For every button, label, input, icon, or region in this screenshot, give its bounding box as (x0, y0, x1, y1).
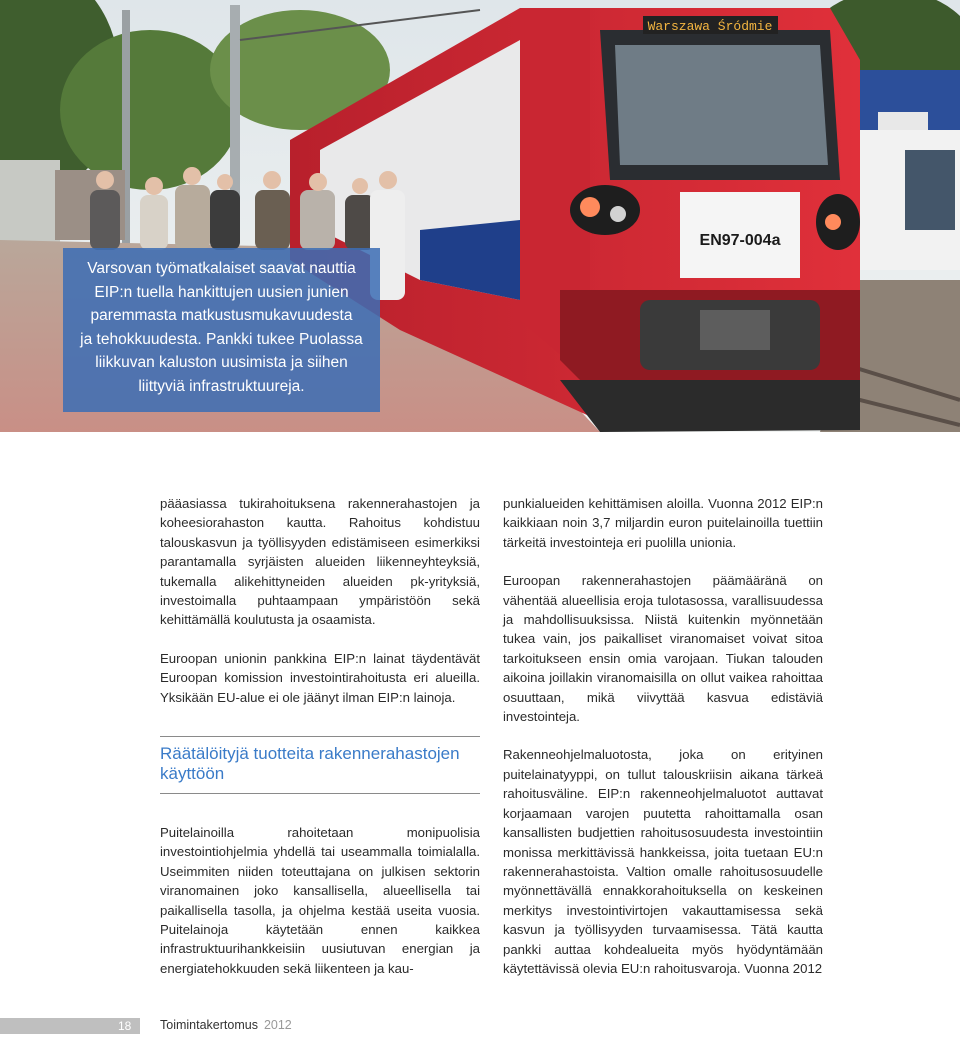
left-column (160, 494, 480, 726)
body-paragraph: punkialueiden kehittämisen aloilla. Vuonna 2012 EIP:n kaikkiaan noin 3,7 miljardin euron puitelainoilla tuettiin tärkeitä investointeja eri puolilla unionia. (503, 496, 823, 550)
photo-caption (63, 248, 380, 412)
caption-line: EIP:n tuella hankittujen uusien junien (94, 283, 349, 301)
right-column (503, 494, 823, 997)
section-heading-box (160, 736, 480, 794)
section-heading: Räätälöityjä tuotteita rakennerahastojen käyttöön (160, 744, 460, 783)
body-paragraph: Rakenneohjelmaluotosta, joka on erityinen puitelainatyyppi, on tullut talouskriisin aikana tärkeä rahoitusväline. EIP:n rakenneohjelmaluotot auttavat korjaamaan varojen puutetta rahoittamalla osan kansallisten budjettien rahoitusosuudesta investointiin monissa merkittävissä hankkeissa, joita tuetaan EU:n rakennerahastoista. Valtion omalle rahoitusosuudelle myönnettävällä ennakkorahoituksella on keskeinen merkitys investointivirtojen vakauttamisessa sekä kasvun ja työllisyyden turvaamisessa. Tätä kautta pankki auttaa kohdealueita myös hyödyntämään käytettävissä olevia EU:n rahoitusvaroja. Vuonna 2012 (503, 747, 823, 976)
caption-line: liikkuvan kaluston uusimista ja siihen (95, 354, 348, 371)
left-column-section (160, 823, 480, 997)
train-number-plate: EN97-004a (699, 232, 781, 249)
body-paragraph: Euroopan rakennerahastojen päämääränä on vähentää alueellisia eroja tulotasossa, varallisuudessa ja mahdollisuuksissa. Niistä kuitenkin myönnetään tukea vain, jos paikalliset viranomaiset voivat sitoa tarkoitukseen ensin omia varojaan. Tiukan talouden aikoina joillakin viranomaisilla on ollut vaikea rahoittaa osuuttaan, mikä viivyttää kasvua edistäviä investointeja. (503, 573, 823, 725)
footer-title (160, 1017, 292, 1034)
body-paragraph: pääasiassa tukirahoituksena rakennerahastojen ja koheesiorahaston kautta. Rahoitus kohdistuu talouskasvun ja työllisyyden edistämiseen esimerkiksi parantamalla syrjäisten alueiden liikenneyhteyksiä, tukemalla alikehittyneiden alueiden pk-yrityksiä, investoimalla puhtaampaan ympäristöön sekä kehittämällä koulutusta ja osaamista. (160, 496, 480, 628)
body-paragraph: Euroopan unionin pankkina EIP:n lainat täydentävät Euroopan komission investointirahoitusta eri alueilla. Yksikään EU-alue ei ole jäänyt ilman EIP:n lainoja. (160, 650, 480, 705)
caption-line: Varsovan työmatkalaiset saavat nauttia (87, 260, 356, 277)
caption-line: ja tehokkuudesta. Pankki tukee Puolassa (80, 330, 363, 348)
body-paragraph: Puitelainoilla rahoitetaan monipuolisia investointiohjelmia yhdellä tai useammalla toimialalla. Useimmiten niiden toteuttajana on julkisen sektorin viranomainen joko kansallisella, alueellisella tai paikallisella tasolla, ja ohjelma kestää useita vuosia. Puitelainoja käytetään ennen kaikkea infrastruktuurihankkeisiin uusiutuvan energian ja energiatehokkuuden sekä liikenteen ja kau- (160, 825, 480, 976)
caption-line: paremmasta matkustusmukavuudesta (90, 307, 353, 324)
train-destination-display: Warszawa Śródmie (647, 19, 773, 34)
footer-publication-title: Toimintakertomus (160, 1018, 258, 1032)
page-number: 18 (118, 1019, 132, 1033)
caption-line: liittyviä infrastruktuureja. (138, 377, 305, 395)
footer-year: 2012 (263, 1018, 292, 1032)
